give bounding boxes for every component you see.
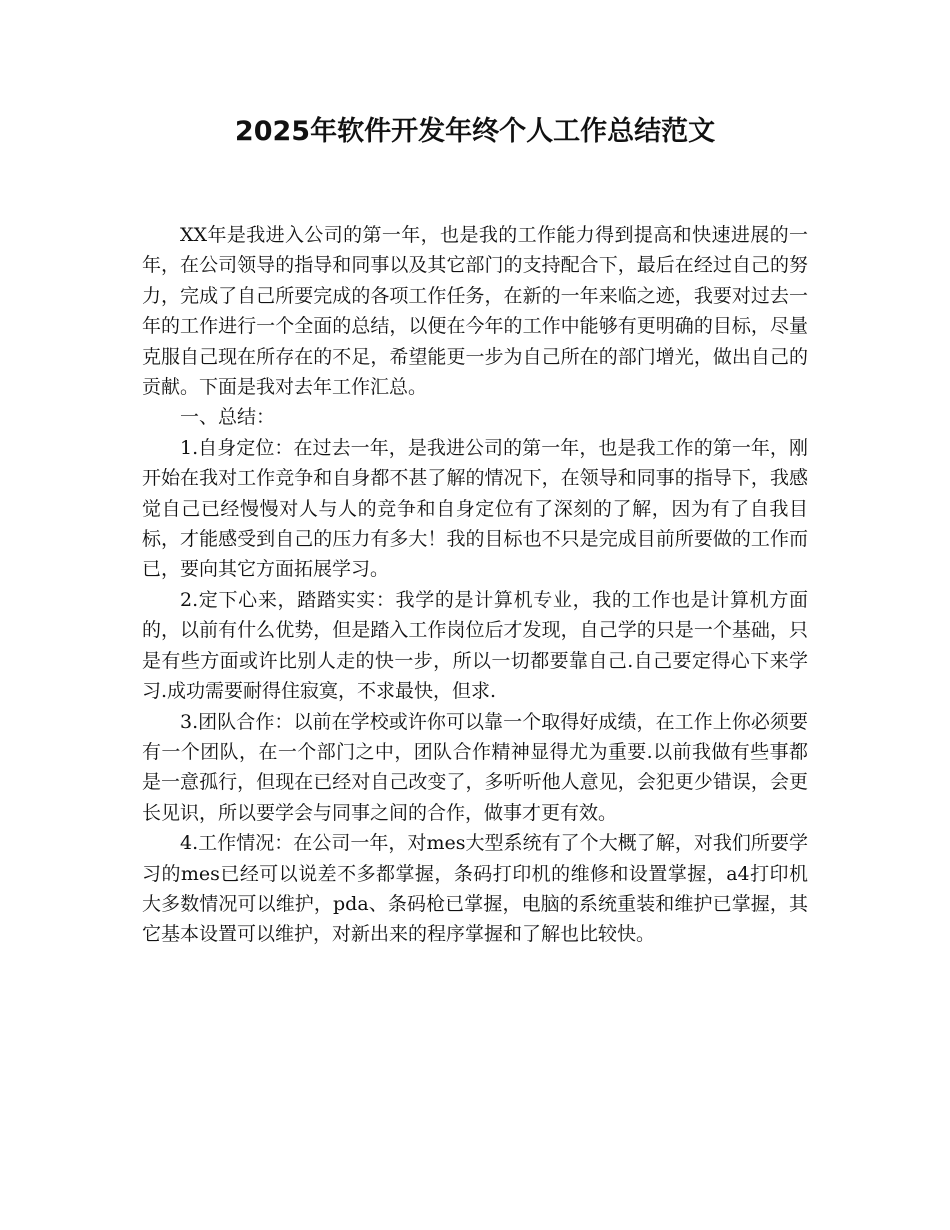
paragraph-work-status: 4.工作情况：在公司一年，对mes大型系统有了个大概了解，对我们所要学习的mes已经可以说差不多都掌握，条码打印机的维修和设置掌握，a4打印机大多数情况可以维护，pda、条码枪已掌握，电脑的系统重装和维护已掌握，其它基本设置可以维护，对新出来的程序掌握和了解也比较快。	[142, 832, 808, 946]
paragraph-self-positioning: 1.自身定位：在过去一年，是我进公司的第一年，也是我工作的第一年，刚开始在我对工作竞争和自身都不甚了解的情况下，在领导和同事的指导下，我感觉自己已经慢慢对人与人的竞争和自身定位有了深刻的了解，因为有了自我目标，才能感受到自己的压力有多大！我的目标也不只是完成目前所要做的工作而已，要向其它方面拓展学习。	[142, 436, 808, 581]
section-heading-summary: 一、总结：	[180, 406, 276, 429]
paragraph-teamwork: 3.团队合作：以前在学校或许你可以靠一个取得好成绩，在工作上你必须要有一个团队，在一个部门之中，团队合作精神显得尤为重要.以前我做有些事都是一意孤行，但现在已经对自己改变了，多听听他人意见，会犯更少错误，会更长见识，所以要学会与同事之间的合作，做事才更有效。	[142, 710, 808, 824]
paragraph-intro: XX年是我进入公司的第一年，也是我的工作能力得到提高和快速进展的一年，在公司领导的指导和同事以及其它部门的支持配合下，最后在经过自己的努力，完成了自己所要完成的各项工作任务，在新的一年来临之迹，我要对过去一年的工作进行一个全面的总结，以便在今年的工作中能够有更明确的目标，尽量克服自己现在所存在的不足，希望能更一步为自己所在的部门增光，做出自己的贡献。下面是我对去年工作汇总。	[142, 224, 808, 399]
paragraph-settle-down: 2.定下心来，踏踏实实：我学的是计算机专业，我的工作也是计算机方面的，以前有什么优势，但是踏入工作岗位后才发现，自己学的只是一个基础，只是有些方面或许比别人走的快一步，所以一切都要靠自己.自己要定得心下来学习.成功需要耐得住寂寞，不求最快，但求.	[142, 588, 808, 703]
document-title: 2025年软件开发年终个人工作总结范文	[234, 116, 716, 147]
document-body	[142, 220, 808, 950]
